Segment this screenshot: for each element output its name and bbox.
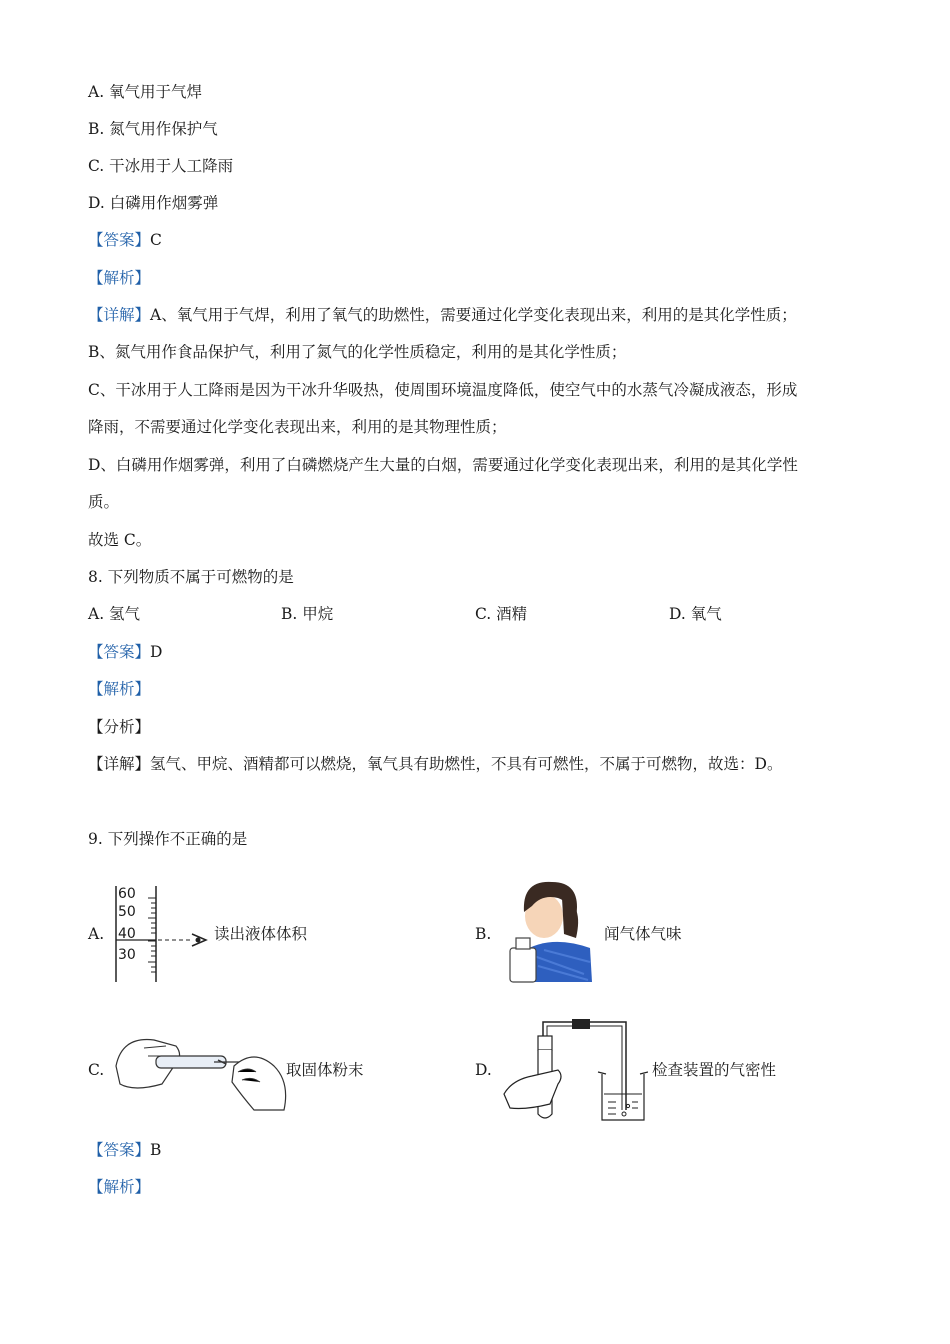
- q7-detail-line-2: B、氮气用作食品保护气，利用了氮气的化学性质稳定，利用的是其化学性质；: [88, 343, 627, 361]
- q7-option-a: A. 氧气用于气焊: [88, 83, 203, 101]
- q9-option-d-letter: D.: [475, 1061, 492, 1079]
- q7-analysis-tag: 【解析】: [88, 269, 151, 287]
- q7-option-c: C. 干冰用于人工降雨: [88, 157, 234, 175]
- q7-detail-line-6: 质。: [88, 493, 120, 511]
- smelling-gas-figure: [504, 874, 596, 986]
- q8-analysis-tag: 【解析】: [88, 680, 151, 698]
- answer-tag: 【答案】: [88, 643, 151, 661]
- airtightness-check-figure: [502, 1014, 648, 1122]
- answer-value: D: [150, 643, 163, 661]
- cylinder-scale-labels: [118, 886, 136, 964]
- q8-option-a: A. 氢气: [88, 605, 141, 623]
- detail-text: 氢气、甲烷、酒精都可以燃烧，氧气具有助燃性，不具有可燃性，不属于可燃物，故选：D。: [150, 755, 783, 773]
- answer-value: C: [150, 231, 162, 249]
- q7-detail-line-3: C、干冰用于人工降雨是因为干冰升华吸热，使周围环境温度降低，使空气中的水蒸气冷凝成液态，形成: [88, 381, 798, 399]
- q9-option-c-caption: 取固体粉末: [286, 1061, 364, 1079]
- q9-option-a-letter: A.: [88, 925, 105, 943]
- q7-detail-line-4: 降雨，不需要通过化学变化表现出来，利用的是其物理性质；: [88, 418, 507, 436]
- scale-tick-label: 40: [118, 926, 136, 942]
- answer-tag: 【答案】: [88, 231, 151, 249]
- q7-answer: [88, 230, 162, 250]
- answer-value: B: [150, 1141, 162, 1159]
- scale-tick-label: 60: [118, 886, 136, 902]
- q9-option-a-caption: 读出液体体积: [214, 925, 308, 943]
- q9-analysis-tag: 【解析】: [88, 1178, 151, 1196]
- scale-tick-label: 30: [118, 947, 136, 963]
- q7-conclusion: 故选 C。: [88, 531, 152, 549]
- q8-stem: 8. 下列物质不属于可燃物的是: [88, 568, 294, 586]
- answer-tag: 【答案】: [88, 1141, 151, 1159]
- q9-answer: [88, 1140, 161, 1160]
- q8-option-b: B. 甲烷: [281, 605, 334, 623]
- q8-answer: [88, 642, 162, 662]
- q9-option-b-letter: B.: [475, 925, 492, 943]
- q9-option-b-caption: 闻气体气味: [604, 925, 682, 943]
- scale-tick-label: 50: [118, 904, 136, 920]
- detail-text: A、氧气用于气焊，利用了氧气的助燃性，需要通过化学变化表现出来，利用的是其化学性质；: [150, 306, 797, 324]
- q9-option-c-letter: C.: [88, 1061, 105, 1079]
- q8-option-c: C. 酒精: [475, 605, 528, 623]
- q7-detail-line-5: D、白磷用作烟雾弹，利用了白磷燃烧产生大量的白烟，需要通过化学变化表现出来，利用的是其化学性: [88, 456, 798, 474]
- detail-tag: 【详解】: [88, 755, 151, 773]
- detail-tag: 【详解】: [88, 306, 151, 324]
- q7-option-d: D. 白磷用作烟雾弹: [88, 194, 219, 212]
- q7-option-b: B. 氮气用作保护气: [88, 120, 218, 138]
- q8-detail: [88, 754, 782, 774]
- q7-detail-line-1: [88, 305, 797, 325]
- q8-fenxi-tag: 【分析】: [88, 718, 151, 736]
- powder-sampling-figure: [114, 1026, 288, 1112]
- q9-stem: 9. 下列操作不正确的是: [88, 830, 248, 848]
- q9-option-d-caption: 检查装置的气密性: [652, 1061, 777, 1079]
- q8-option-d: D. 氧气: [669, 605, 722, 623]
